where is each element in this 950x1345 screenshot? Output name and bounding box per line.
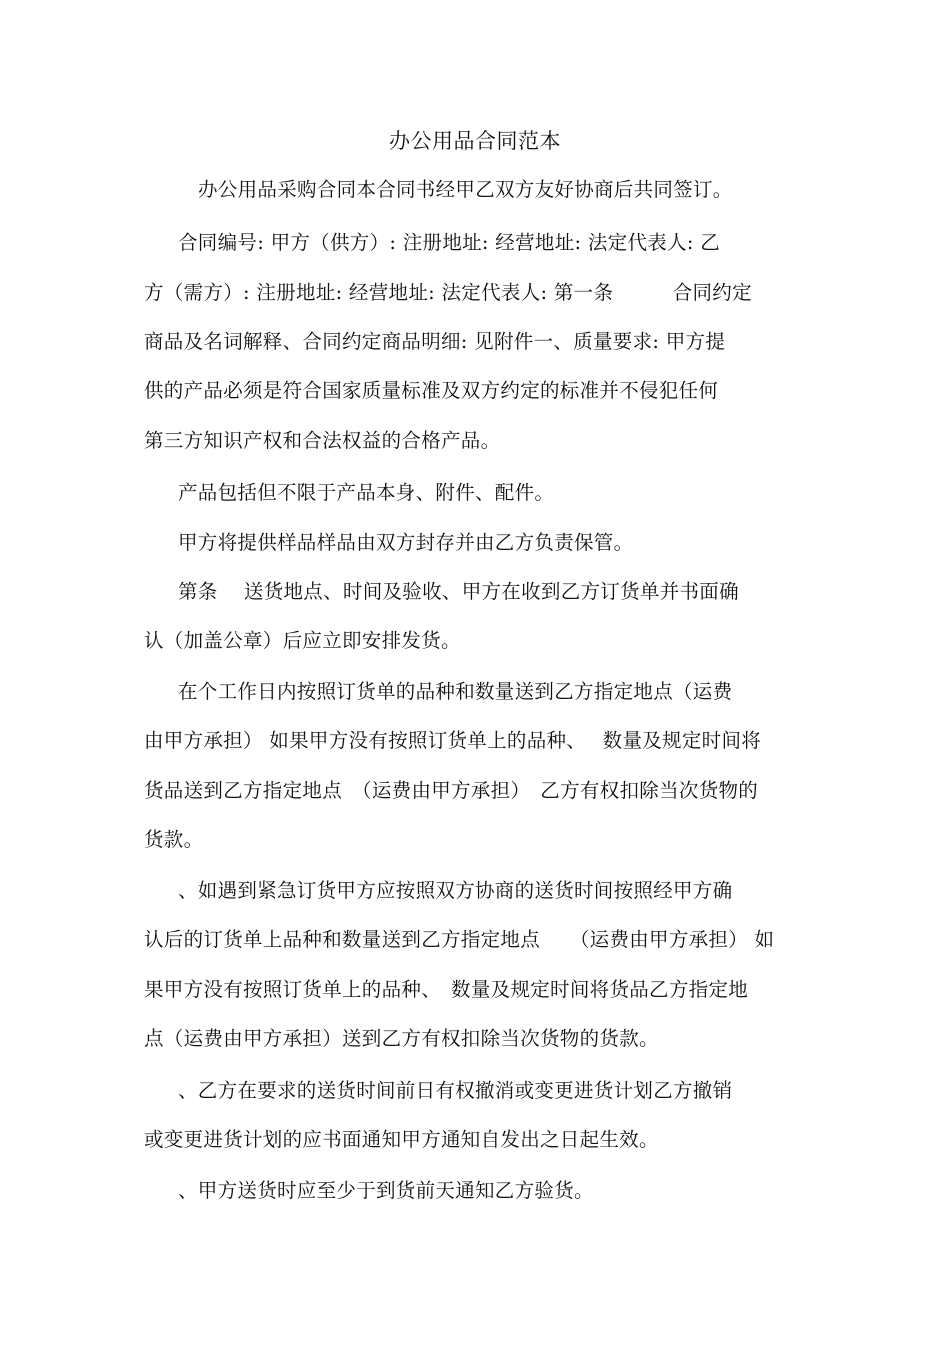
text-line: 认后的订货单上品种和数量送到乙方指定地点 （运费由甲方承担） 如 bbox=[144, 928, 775, 951]
text-line: 商品及名词解释、合同约定商品明细: 见附件一、质量要求: 甲方提 bbox=[144, 330, 726, 353]
text-line: 甲方将提供样品样品由双方封存并由乙方负责保管。 bbox=[178, 531, 634, 554]
document-title: 办公用品合同范本 bbox=[389, 129, 561, 153]
text-line: 、乙方在要求的送货时间前日有权撤消或变更进货计划乙方撤销 bbox=[178, 1079, 733, 1102]
text-line: 认（加盖公章）后应立即安排发货。 bbox=[144, 629, 461, 652]
text-line: 货品送到乙方指定地点 （运费由甲方承担） 乙方有权扣除当次货物的 bbox=[144, 779, 759, 802]
text-line: 供的产品必须是符合国家质量标准及双方约定的标准并不侵犯任何 bbox=[144, 379, 719, 402]
text-line: 第条 送货地点、时间及验收、甲方在收到乙方订货单并书面确 bbox=[178, 580, 739, 603]
intro-paragraph: 办公用品采购合同本合同书经甲乙双方友好协商后共同签订。 bbox=[198, 178, 733, 201]
text-line: 合同编号: 甲方（供方）: 注册地址: 经营地址: 法定代表人: 乙 bbox=[178, 231, 721, 254]
text-line: 、如遇到紧急订货甲方应按照双方协商的送货时间按照经甲方确 bbox=[178, 879, 733, 902]
text-line: 果甲方没有按照订货单上的品种、 数量及规定时间将货品乙方指定地 bbox=[144, 978, 749, 1001]
text-line: 在个工作日内按照订货单的品种和数量送到乙方指定地点（运费 bbox=[178, 680, 733, 703]
text-line: 第三方知识产权和合法权益的合格产品。 bbox=[144, 429, 501, 452]
text-line: 货款。 bbox=[144, 828, 204, 851]
text-line: 由甲方承担） 如果甲方没有按照订货单上的品种、 数量及规定时间将 bbox=[144, 729, 762, 752]
text-line: 产品包括但不限于产品本身、附件、配件。 bbox=[178, 481, 555, 504]
text-line: 方（需方）: 注册地址: 经营地址: 法定代表人: 第一条 合同约定 bbox=[144, 281, 752, 304]
text-line: 点（运费由甲方承担）送到乙方有权扣除当次货物的货款。 bbox=[144, 1027, 659, 1050]
text-line: 、甲方送货时应至少于到货前天通知乙方验货。 bbox=[178, 1179, 594, 1202]
text-line: 或变更进货计划的应书面通知甲方通知自发出之日起生效。 bbox=[144, 1128, 659, 1151]
